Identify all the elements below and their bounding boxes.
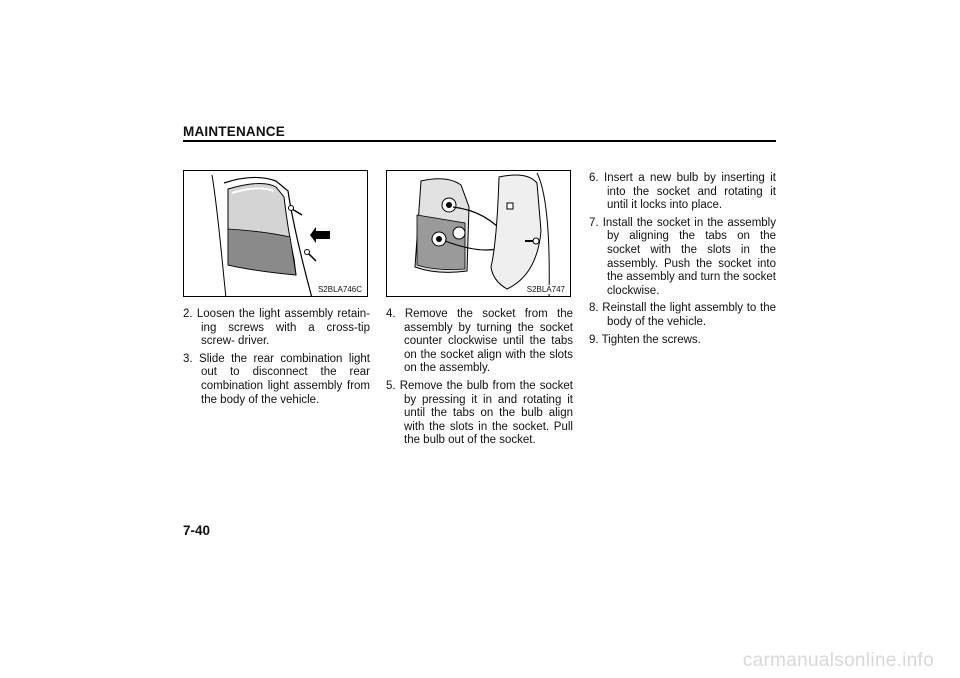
steps-column-left — [183, 308, 370, 411]
page-number: 7-40 — [183, 523, 211, 538]
step-item: 6. Insert a new bulb by inserting it into the socket and rotating it until it locks into place. — [589, 172, 776, 212]
figure-remove-socket — [386, 170, 571, 297]
arrow-left-icon — [310, 227, 330, 243]
screw-icon — [305, 250, 317, 262]
step-item: 2. Loosen the light assembly retain- ing screws with a cross-tip screw- driver. — [183, 308, 370, 348]
step-item: 8. Reinstall the light assembly to the body of the vehicle. — [589, 302, 776, 328]
watermark: carmanualsonline.info — [742, 650, 934, 671]
step-item: 3. Slide the rear combination light out to disconnect the rear combination light assembly from the body of the vehicle. — [183, 352, 370, 406]
bulb-socket-icon — [453, 227, 465, 239]
section-title: MAINTENANCE — [183, 124, 285, 139]
header-divider — [183, 140, 776, 142]
socket-removal-illustration — [387, 171, 571, 297]
figure-loosen-screws — [183, 170, 368, 297]
steps-column-middle — [386, 308, 573, 452]
step-item: 4. Remove the socket from the assembly by turning the socket counter clockwise until the tabs on the socket align with the slots on the assembly. — [386, 308, 573, 375]
figure-code: S2BLA746C — [317, 285, 362, 294]
steps-column-right — [589, 172, 776, 351]
step-item: 5. Remove the bulb from the socket by pressing it in and rotating it until the tabs on the bulb align with the slots in the socket. Pull the bulb out of the socket. — [386, 379, 573, 447]
screw-icon — [289, 206, 303, 216]
step-item: 9. Tighten the screws. — [589, 333, 701, 346]
tail-light-screws-illustration — [184, 171, 368, 297]
figure-code: S2BLA747 — [526, 285, 565, 294]
step-item: 7. Install the socket in the assembly by aligning the tabs on the socket with the slots in the assembly. Push the socket into the assembly and turn the socket clockwise. — [589, 216, 776, 297]
